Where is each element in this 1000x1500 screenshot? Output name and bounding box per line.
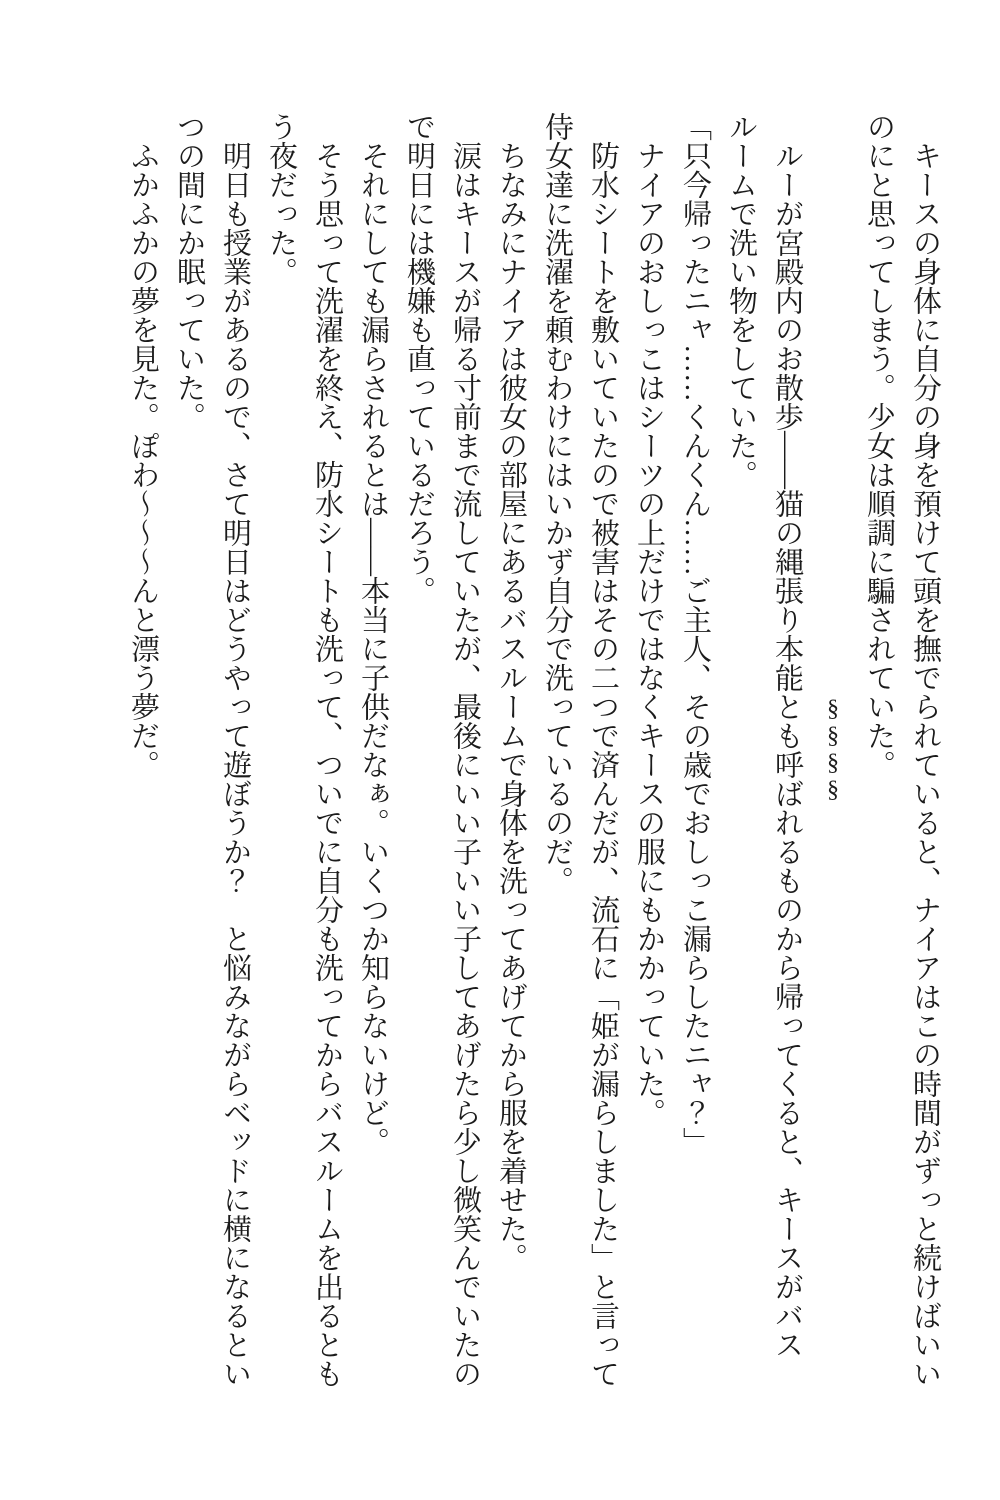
- paragraph: そう思って洗濯を終え、防水シートも洗って、ついでに自分も洗ってからバスルームを出るともう夜だった。: [265, 112, 343, 1388]
- paragraph: ナイアのおしっこはシーツの上だけではなくキースの服にもかかっていた。: [633, 141, 665, 1127]
- paragraph: 防水シートを敷いていたので被害はその二つで済んだが、流石に「姫が漏らしました」と言って侍女達に洗濯を頼むわけにはいかず自分で洗っているのだ。: [541, 112, 619, 1388]
- paragraph: 涙はキースが帰る寸前まで流していたが、最後にいい子いい子してあげたら少し微笑んでいたので明日には機嫌も直っているだろう。: [403, 112, 481, 1388]
- section-separator: §§§§: [820, 696, 846, 804]
- paragraph: キースの身体に自分の身を預けて頭を撫でられていると、ナイアはこの時間がずっと続けばいいのにと思ってしまう。少女は順調に騙されていた。: [863, 112, 941, 1388]
- paragraph: それにしても漏らされるとは――本当に子供だなぁ。いくつか知らないけど。: [357, 141, 389, 1156]
- paragraph: ルーが宮殿内のお散歩――猫の縄張り本能とも呼ばれるものから帰ってくると、キースがバスルームで洗い物をしていた。: [725, 112, 803, 1359]
- dialogue-paragraph: 「只今帰ったニャ……くんくん……ご主人、その歳でおしっこ漏らしたニャ？」: [679, 112, 711, 1156]
- vertical-text-flow: [120, 112, 948, 1388]
- paragraph: ちなみにナイアは彼女の部屋にあるバスルームで身体を洗ってあげてから服を着せた。: [495, 141, 527, 1272]
- paragraph: ふかふかの夢を見た。ぽわ～～～んと漂う夢だ。: [127, 141, 159, 779]
- paragraph: 明日も授業があるので、さて明日はどうやって遊ぼうか？ と悩みながらベッドに横になるといつの間にか眠っていた。: [173, 112, 251, 1388]
